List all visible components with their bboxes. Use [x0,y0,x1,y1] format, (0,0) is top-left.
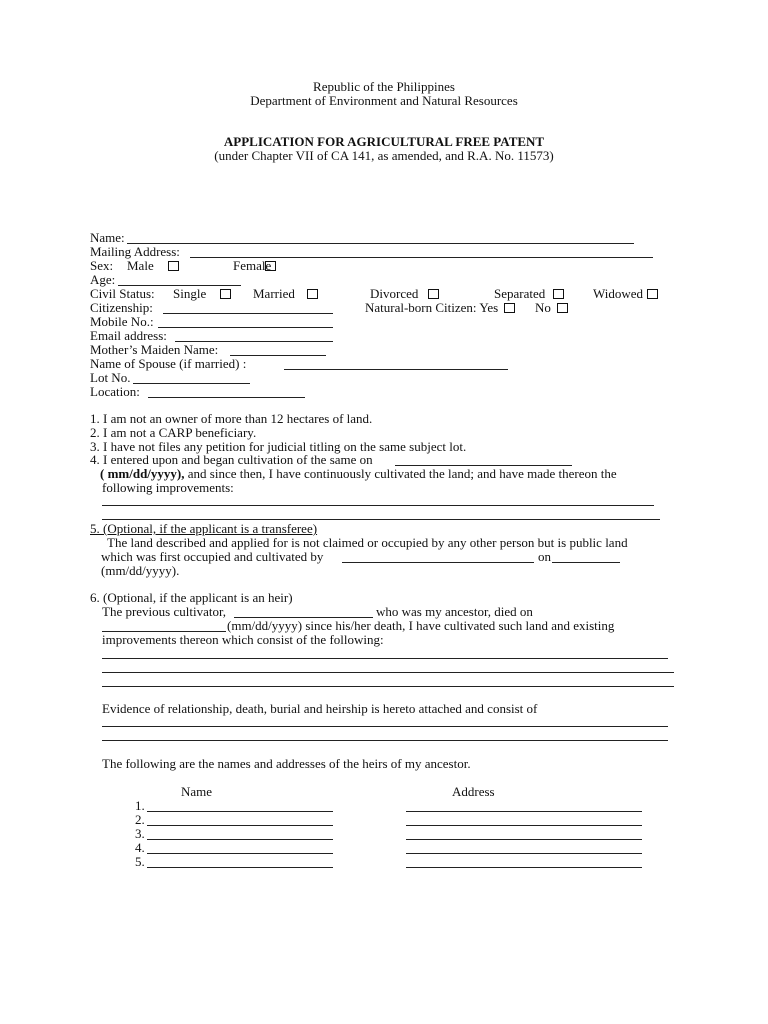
natural-born-yes-option[interactable] [365,301,515,315]
evidence-line-1[interactable] [102,726,668,727]
mobile-label: Mobile No.: [90,314,154,329]
natural-born-no-option[interactable] [535,301,568,315]
divorced-checkbox[interactable] [428,289,439,299]
heir-3-address-line[interactable] [406,839,642,840]
statement-4a: 4. I entered upon and began cultivation of the same on [90,452,373,467]
form-title: APPLICATION FOR AGRICULTURAL FREE PATENT [223,134,545,149]
statement-6c: improvements thereon which consist of the following: [102,632,384,647]
heir-row-number: 3. [135,826,145,841]
married-checkbox[interactable] [307,289,318,299]
mailing-label: Mailing Address: [90,244,180,259]
header-republic: Republic of the Philippines [313,79,455,94]
name-label: Name: [90,230,125,245]
statement-4c: following improvements: [102,480,234,495]
improvements-line-2[interactable] [102,519,660,520]
spouse-label: Name of Spouse (if married) : [90,356,247,371]
transferee-date-line[interactable] [552,562,620,563]
single-label: Single [173,286,207,301]
natural-born-label: Natural-born Citizen: Yes [365,300,499,315]
statement-6a-rest: who was my ancestor, died on [376,604,533,619]
widowed-checkbox[interactable] [647,289,658,299]
female-option[interactable] [233,259,276,273]
heir-improvements-line-1[interactable] [102,658,668,659]
improvements-line-1[interactable] [102,505,654,506]
married-label: Married [253,286,295,301]
heir-2-name-line[interactable] [147,825,333,826]
date-format-bold: ( mm/dd/yyyy), [100,466,185,481]
statement-6-heading: 6. (Optional, if the applicant is an heir) [90,590,293,605]
divorced-label: Divorced [370,286,419,301]
single-checkbox[interactable] [220,289,231,299]
form-subtitle: (under Chapter VII of CA 141, as amended, and R.A. No. 11573) [214,148,554,163]
mobile-line[interactable] [158,327,333,328]
heir-1-name-line[interactable] [147,811,333,812]
evidence-statement: Evidence of relationship, death, burial and heirship is hereto attached and consist of [102,701,538,716]
statement-5b-on: on [538,549,551,564]
statement-5a: The land described and applied for is not claimed or occupied by any other person but is public land [107,535,628,550]
location-line[interactable] [148,397,305,398]
divorced-option[interactable] [370,287,439,301]
natural-born-yes-checkbox[interactable] [504,303,515,313]
heirs-name-header: Name [181,784,213,799]
heir-1-address-line[interactable] [406,811,642,812]
statement-5-heading: 5. (Optional, if the applicant is a transferee) [90,521,318,536]
heir-5-name-line[interactable] [147,867,333,868]
statement-5b: which was first occupied and cultivated by [101,549,324,564]
no-label: No [535,300,551,315]
heir-row-number: 1. [135,798,145,813]
heir-4-address-line[interactable] [406,853,642,854]
heirs-intro: The following are the names and addresses of the heirs of my ancestor. [102,756,471,771]
sex-label: Sex: [90,258,114,273]
statement-6b: (mm/dd/yyyy) since his/her death, I have cultivated such land and existing [227,618,615,633]
citizenship-label: Citizenship: [90,300,153,315]
heir-3-name-line[interactable] [147,839,333,840]
heir-improvements-line-3[interactable] [102,686,674,687]
separated-label: Separated [494,286,546,301]
statement-3: 3. I have not files any petition for judicial titling on the same subject lot. [90,439,467,454]
statement-2: 2. I am not a CARP beneficiary. [90,425,257,440]
email-label: Email address: [90,328,167,343]
separated-checkbox[interactable] [553,289,564,299]
heir-row-number: 5. [135,854,145,869]
married-option[interactable] [253,287,318,301]
spouse-line[interactable] [284,369,508,370]
evidence-line-2[interactable] [102,740,668,741]
name-line[interactable] [127,243,634,244]
widowed-label: Widowed [593,286,644,301]
age-label: Age: [90,272,116,287]
statement-4b [100,467,617,481]
statement-5c: (mm/dd/yyyy). [101,563,180,578]
widowed-option[interactable] [593,287,658,301]
heir-row-number: 4. [135,840,145,855]
single-option[interactable] [173,287,231,301]
heir-improvements-line-2[interactable] [102,672,674,673]
male-label: Male [127,258,154,273]
heir-row-number: 2. [135,812,145,827]
transferee-cultivator-line[interactable] [342,562,534,563]
civil-status-label: Civil Status: [90,286,155,301]
statement-6a: The previous cultivator, [102,604,227,619]
female-checkbox[interactable] [265,261,276,271]
heirs-address-header: Address [452,784,495,799]
statement-1: 1. I am not an owner of more than 12 hectares of land. [90,411,373,426]
heir-5-address-line[interactable] [406,867,642,868]
male-option[interactable] [127,259,179,273]
header-department: Department of Environment and Natural Resources [250,93,518,108]
separated-option[interactable] [494,287,564,301]
heir-2-address-line[interactable] [406,825,642,826]
lot-label: Lot No. [90,370,131,385]
citizenship-line[interactable] [163,313,333,314]
statement-4b-rest: and since then, I have continuously cultivated the land; and have made thereon the [184,466,617,481]
heir-4-name-line[interactable] [147,853,333,854]
lot-line[interactable] [133,383,250,384]
female-label: Female [233,258,272,273]
male-checkbox[interactable] [168,261,179,271]
location-label: Location: [90,384,140,399]
natural-born-no-checkbox[interactable] [557,303,568,313]
mothers-maiden-label: Mother’s Maiden Name: [90,342,219,357]
